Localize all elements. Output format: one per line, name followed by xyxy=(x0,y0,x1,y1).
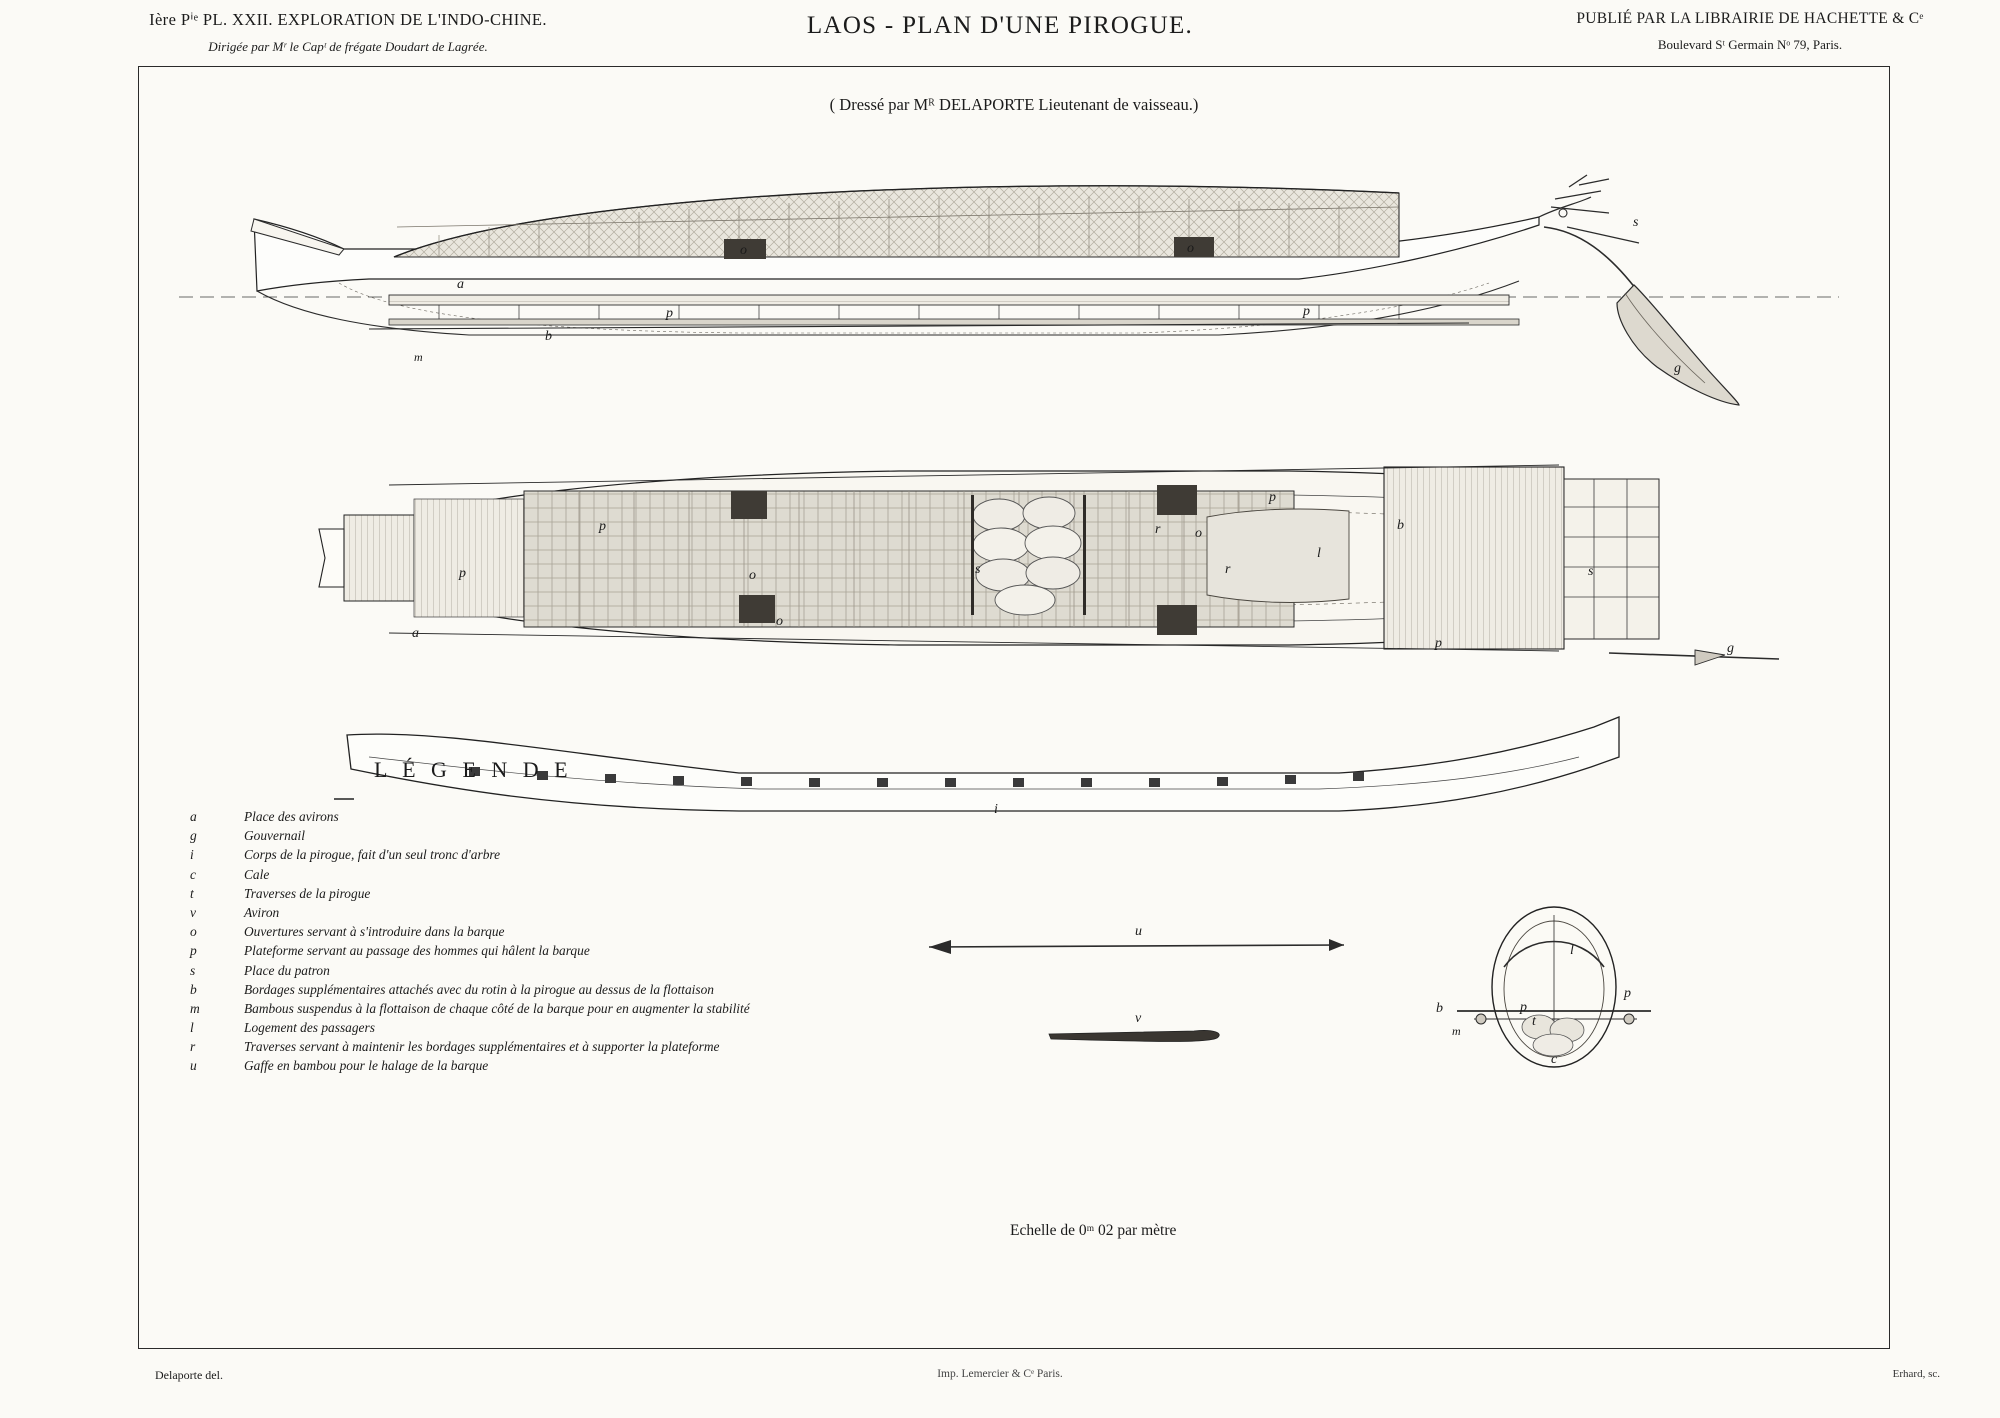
legend-row xyxy=(164,905,750,924)
legend-row xyxy=(164,943,750,962)
annotation-plan-g: g xyxy=(1727,641,1734,656)
annotation-section-t: t xyxy=(1532,1014,1536,1029)
legend-key: t xyxy=(190,885,194,901)
annotation-plan-b: b xyxy=(1397,518,1404,533)
publisher-address: Boulevard Sᵗ Germain Nᵒ 79, Paris. xyxy=(1657,37,1843,52)
annotation-detail-v: v xyxy=(1135,1011,1142,1026)
annotation-side-g: g xyxy=(1674,361,1681,376)
publisher: PUBLIÉ PAR LA LIBRAIRIE DE HACHETTE & Cᵉ xyxy=(1576,10,1924,27)
legend-key: c xyxy=(190,866,196,882)
pirogue-drawings xyxy=(139,67,1889,1348)
legend-description: Place du patron xyxy=(244,962,330,978)
header-right-block xyxy=(1540,10,1960,53)
legend-row xyxy=(164,1039,750,1058)
legend-row xyxy=(164,847,750,866)
legend-row xyxy=(164,1058,750,1077)
legend-key: o xyxy=(190,924,197,940)
annotation-plan-p2: p xyxy=(599,519,606,534)
legend-key: r xyxy=(190,1039,196,1055)
legend-key: p xyxy=(190,943,197,959)
legend-description: Bordages supplémentaires attachés avec du rotin à la pirogue au dessus de la flottaison xyxy=(244,981,714,997)
annotation-plan-s: s xyxy=(975,562,981,577)
plate-reference: Ière Pⁱᵉ PL. XXII. EXPLORATION DE L'INDO-CHINE. xyxy=(149,10,547,29)
annotation-detail-u: u xyxy=(1135,924,1142,939)
plate-subtitle: ( Dressé par Mᴿ DELAPORTE Lieutenant de vaisseau.) xyxy=(829,95,1199,114)
annotation-plan-s2: s xyxy=(1588,564,1594,579)
legend-row xyxy=(164,982,750,1001)
legend-description: Gouvernail xyxy=(244,828,305,844)
annotation-plan-p4: p xyxy=(1435,636,1442,651)
expedition-director: Dirigée par Mʳ le Capᵗ de frégate Doudart de Lagrée. xyxy=(208,39,488,54)
legend-row xyxy=(164,1001,750,1020)
legend-row xyxy=(164,867,750,886)
stern-rudder-group xyxy=(1539,175,1739,405)
legend-description: Aviron xyxy=(244,904,280,920)
page-title: LAOS - PLAN D'UNE PIROGUE. xyxy=(806,12,1194,39)
legend-key: g xyxy=(190,828,197,844)
legend-description: Logement des passagers xyxy=(244,1020,375,1036)
plate-frame xyxy=(138,66,1890,1349)
legend-key: i xyxy=(190,847,194,863)
printer-credit: Imp. Lemercier & Cᵉ Paris. xyxy=(937,1368,1063,1380)
legend-key: v xyxy=(190,904,196,920)
annotation-side-s: s xyxy=(1633,215,1639,230)
legend-row xyxy=(164,886,750,905)
legend-block xyxy=(164,757,864,1078)
legend-description: Traverses servant à maintenir les bordages supplémentaires et à supporter la plateforme xyxy=(244,1039,720,1055)
legend-table xyxy=(164,809,750,1078)
annotation-side-p1: p xyxy=(666,306,673,321)
annotation-plan-o1: o xyxy=(749,568,756,583)
legend-title: L É G E N D E xyxy=(374,757,573,782)
annotation-section-b: b xyxy=(1436,1001,1443,1016)
detail-aviron-v xyxy=(1049,1011,1219,1042)
legend-key: a xyxy=(190,809,197,824)
annotation-plan-p3: p xyxy=(1269,490,1276,505)
annotation-plan-o3: o xyxy=(1195,526,1202,541)
legend-description: Plateforme servant au passage des hommes qui hâlent la barque xyxy=(244,943,590,959)
annotation-section-p1: p xyxy=(1520,1000,1527,1015)
legend-key: l xyxy=(190,1020,194,1036)
annotation-plan-r1: r xyxy=(1155,522,1161,537)
legend-description: Gaffe en bambou pour le halage de la barque xyxy=(244,1058,489,1074)
annotation-section-l: l xyxy=(1570,943,1574,958)
legend-key: s xyxy=(190,962,196,978)
side-elevation-view xyxy=(179,175,1839,405)
legend-row xyxy=(164,924,750,943)
annotation-side-p2: p xyxy=(1303,304,1310,319)
annotation-section-p2: p xyxy=(1624,986,1631,1001)
annotation-side-m: m xyxy=(414,350,423,364)
legend-row xyxy=(164,1020,750,1039)
annotation-plan-l: l xyxy=(1317,546,1321,561)
legend-row xyxy=(164,809,750,828)
annotation-plan-p1: p xyxy=(459,566,466,581)
annotation-side-o1: o xyxy=(740,243,747,258)
legend-key: b xyxy=(190,981,197,997)
annotation-section-m: m xyxy=(1452,1024,1461,1038)
legend-key: m xyxy=(190,1000,200,1016)
annotation-hull-i: i xyxy=(994,802,998,817)
scale-note: Echelle de 0ᵐ 02 par mètre xyxy=(1010,1222,1177,1239)
plate-header xyxy=(0,0,2000,62)
annotation-section-c: c xyxy=(1551,1052,1558,1067)
legend-row xyxy=(164,963,750,982)
legend-description: Bambous suspendus à la flottaison de chaque côté de la barque pour en augmenter la stabilité xyxy=(244,1000,750,1016)
plate-frame-inner xyxy=(139,67,1889,1348)
annotation-plan-a: a xyxy=(412,626,419,641)
legend-description: Corps de la pirogue, fait d'un seul tronc d'arbre xyxy=(244,847,501,863)
legend-description: Traverses de la pirogue xyxy=(244,885,371,901)
header-left-block xyxy=(138,10,558,55)
legend-description: Cale xyxy=(244,866,270,882)
draftsman-credit: Delaporte del. xyxy=(155,1368,223,1382)
legend-description: Ouvertures servant à s'introduire dans la barque xyxy=(244,924,505,940)
plan-view xyxy=(319,465,1779,665)
annotation-side-b: b xyxy=(545,329,552,344)
engraver-credit: Erhard, sc. xyxy=(1892,1368,1940,1380)
annotation-plan-o2: o xyxy=(776,614,783,629)
plate-footer xyxy=(0,1368,2000,1398)
annotation-side-o2: o xyxy=(1187,241,1194,256)
legend-description: Place des avirons xyxy=(244,809,339,824)
legend-key: u xyxy=(190,1058,197,1074)
annotation-side-a: a xyxy=(457,277,464,292)
legend-row xyxy=(164,828,750,847)
detail-gaffe-u xyxy=(929,924,1344,954)
annotation-plan-r2: r xyxy=(1225,562,1231,577)
cross-section-view xyxy=(1436,907,1651,1067)
